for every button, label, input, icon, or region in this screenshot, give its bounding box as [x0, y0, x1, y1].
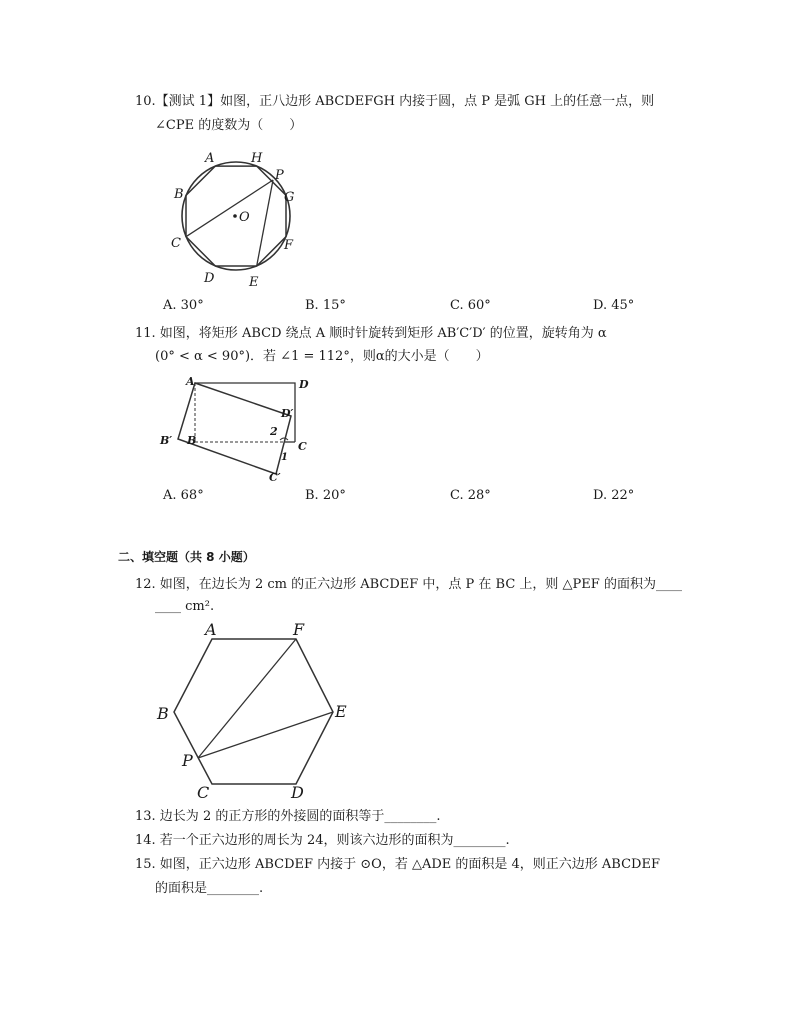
q12-line-1: 12. 如图，在边长为 2 cm 的正六边形 ABCDEF 中，点 P 在 BC 上，则 △PEF 的面积为____	[135, 577, 682, 592]
q10-octagon-figure	[165, 148, 325, 288]
q11-label: B	[187, 434, 197, 447]
q15-line-1: 15. 如图，正六边形 ABCDEF 内接于 ⊙O，若 △ADE 的面积是 4，则正六边形 ABCDEF	[135, 857, 660, 872]
q12-label: D	[291, 783, 304, 802]
q12-label: F	[293, 620, 305, 639]
q10-label: G	[284, 190, 295, 205]
q11-label: D	[299, 378, 309, 391]
q12-hexagon-figure	[155, 620, 365, 800]
q11-choice-b[interactable]: B. 20°	[305, 488, 346, 503]
q11-choice-d[interactable]: D. 22°	[593, 488, 635, 503]
q11-label: 2	[270, 425, 278, 438]
q13-text: 13. 边长为 2 的正方形的外接圆的面积等于________.	[135, 809, 441, 824]
section-title: 二、填空题（共 8 小题）	[118, 550, 255, 564]
q11-label: 1	[281, 452, 288, 463]
q10-label: H	[251, 151, 263, 166]
q10-choice-b[interactable]: B. 15°	[305, 298, 346, 313]
q12-label: E	[335, 702, 347, 721]
q10-label: B	[174, 187, 184, 202]
q11-rectangle-figure	[158, 373, 318, 493]
q10-label: D	[204, 271, 215, 286]
q10-label: E	[249, 275, 259, 290]
q10-label: A	[205, 151, 215, 166]
q11-choice-c[interactable]: C. 28°	[450, 488, 491, 503]
q14-text: 14. 若一个正六边形的周长为 24，则该六边形的面积为________.	[135, 833, 510, 848]
q11-label: B′	[160, 434, 173, 447]
q12-label: A	[205, 620, 217, 639]
q10-label: C	[171, 236, 181, 251]
q12-label: P	[182, 751, 193, 770]
q12-label: C	[197, 783, 210, 802]
q11-label: A	[186, 375, 195, 388]
q10-choice-a[interactable]: A. 30°	[163, 298, 204, 313]
q10-choice-c[interactable]: C. 60°	[450, 298, 491, 313]
q11-label: D′	[281, 407, 294, 420]
q11-label: C′	[269, 471, 281, 484]
q10-choice-d[interactable]: D. 45°	[593, 298, 635, 313]
q15-line-2: 的面积是________.	[155, 881, 264, 896]
q10-label: O	[239, 210, 250, 225]
q10-line-1: 10.【测试 1】如图，正八边形 ABCDEFGH 内接于圆，点 P 是弧 GH 上的任意一点，则	[135, 94, 655, 109]
q10-line-2: ∠CPE 的度数为（ ）	[155, 118, 303, 133]
q12-line-2: ____ cm².	[155, 599, 215, 614]
q10-label: F	[284, 238, 294, 253]
q11-line-2: (0° < α < 90°)．若 ∠1 = 112°，则α的大小是（ ）	[155, 349, 489, 364]
q11-label: C	[298, 440, 307, 453]
q11-line-1: 11. 如图，将矩形 ABCD 绕点 A 顺时针旋转到矩形 AB′C′D′ 的位置，旋转角为 α	[135, 326, 607, 341]
q10-label: P	[275, 168, 284, 183]
q11-choice-a[interactable]: A. 68°	[163, 488, 204, 503]
q12-label: B	[157, 704, 169, 723]
